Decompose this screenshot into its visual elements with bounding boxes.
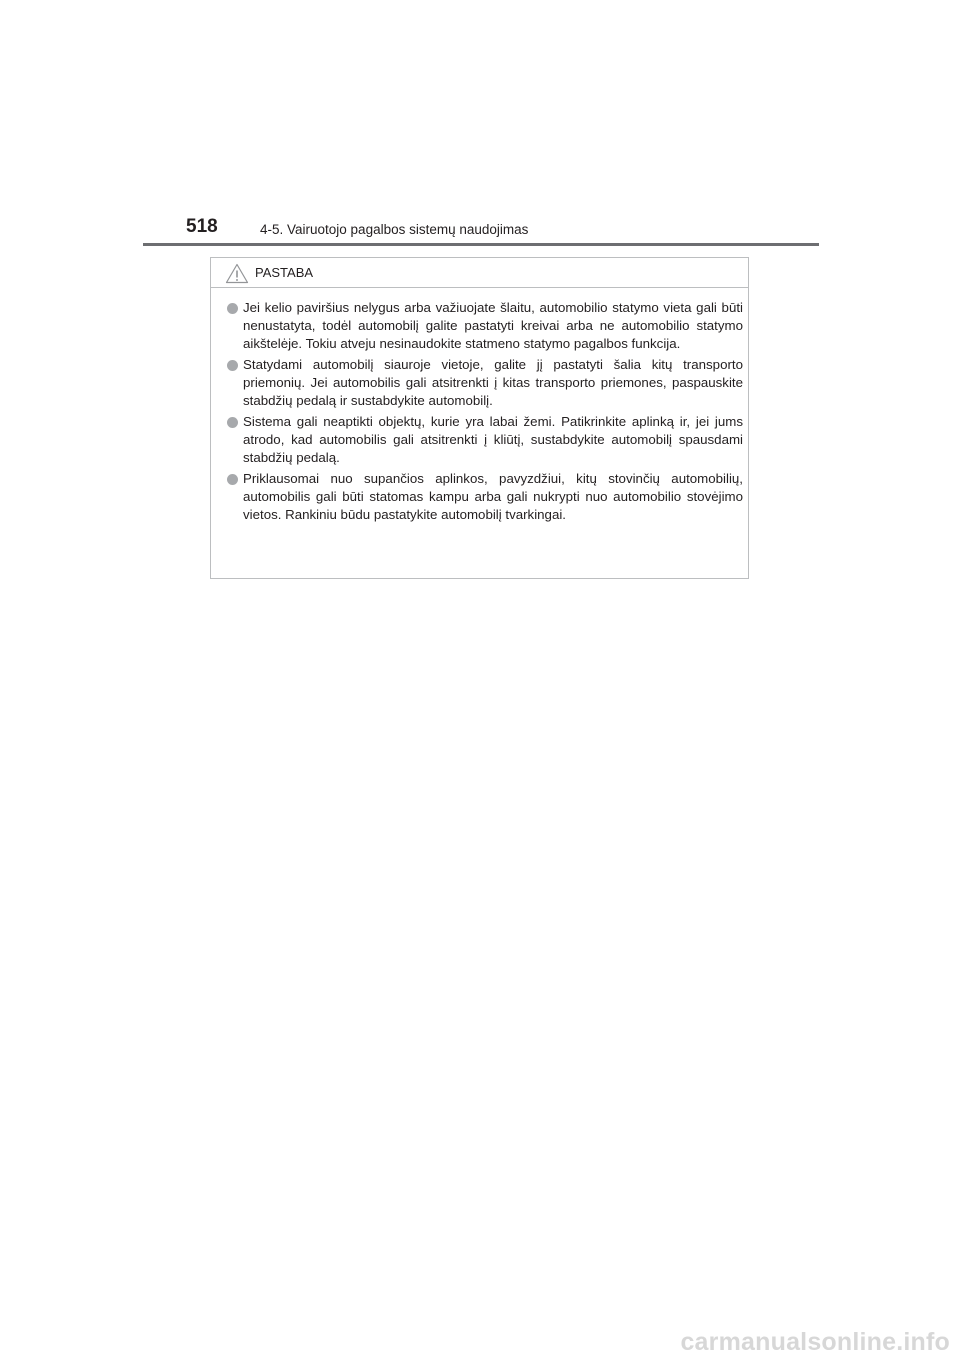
notice-header	[211, 258, 748, 288]
notice-item-text: Priklausomai nuo supančios aplinkos, pavyzdžiui, kitų stovinčių automobilių, automobilis gali būti statomas kampu arba gali nukrypti nuo automobilio stovėjimo vietos. Rankiniu būdu pastatykite automobilį tvarkingai.	[243, 471, 743, 522]
watermark-text: carmanualsonline.info	[680, 1328, 950, 1356]
warning-triangle-icon	[225, 263, 249, 284]
notice-item-text: Jei kelio paviršius nelygus arba važiuojate šlaitu, automobilio statymo vieta gali būti nenustatyta, todėl automobilį galite pastatyti kreivai arba ne automobilio statymo aikštelėje. Tokiu atveju nesinaudokite statmeno statymo pagalbos funkcija.	[243, 300, 743, 351]
notice-item	[227, 413, 743, 467]
notice-title: PASTABA	[255, 265, 314, 280]
header-divider	[143, 243, 819, 246]
notice-item	[227, 356, 743, 410]
page-number: 518	[186, 216, 218, 237]
notice-item	[227, 299, 743, 353]
notice-item	[227, 470, 743, 524]
notice-item-text: Statydami automobilį siauroje vietoje, galite jį pastatyti šalia kitų transporto priemonių. Jei automobilis gali atsitrenkti į kitas transporto priemones, paspauskite stabdžių pedalą ir sustabdykite automobilį.	[243, 357, 743, 408]
bullet-icon	[227, 360, 238, 371]
notice-body	[227, 299, 743, 527]
bullet-icon	[227, 474, 238, 485]
section-title: 4-5. Vairuotojo pagalbos sistemų naudojimas	[260, 222, 529, 237]
notice-box	[210, 257, 749, 579]
bullet-icon	[227, 303, 238, 314]
notice-item-text: Sistema gali neaptikti objektų, kurie yra labai žemi. Patikrinkite aplinką ir, jei jums atrodo, kad automobilis gali atsitrenkti į kliūtį, sustabdykite automobilį spausdami stabdžių pedalą.	[243, 414, 743, 465]
bullet-icon	[227, 417, 238, 428]
watermark	[0, 1328, 960, 1358]
